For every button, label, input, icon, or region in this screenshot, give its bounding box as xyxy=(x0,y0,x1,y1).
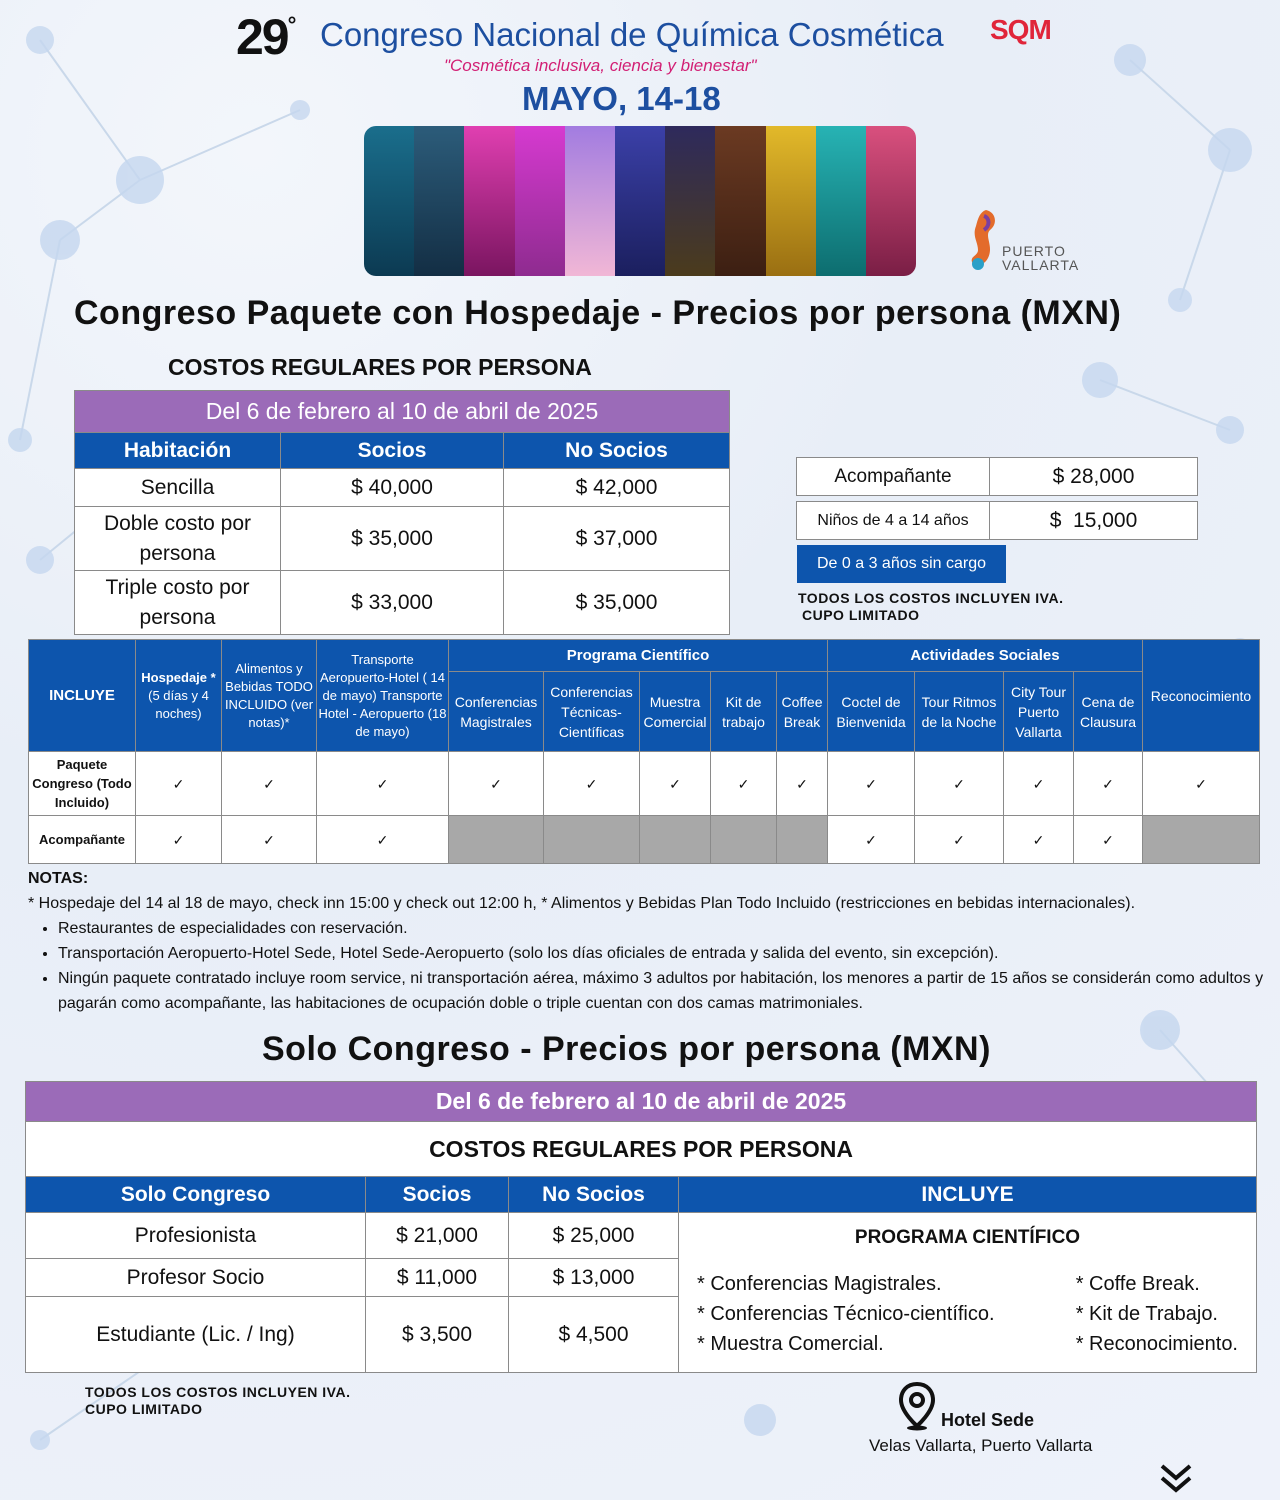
header-members: Socios xyxy=(366,1177,509,1213)
checkmark-icon: ✓ xyxy=(915,816,1004,864)
list-item: * Kit de Trabajo. xyxy=(1075,1303,1218,1325)
program-title: PROGRAMA CIENTÍFICO xyxy=(854,1227,1081,1248)
checkmark-icon: ✓ xyxy=(1004,816,1074,864)
congress-only-title: Solo Congreso - Precios por persona (MXN) xyxy=(262,1030,991,1068)
congress-title: Congreso Nacional de Química Cosmética xyxy=(320,16,944,53)
seahorse-icon xyxy=(966,206,1002,276)
list-item: • Restaurantes de especialidades con reservación. xyxy=(58,916,1268,941)
col-technical: Conferencias Técnicas-Científicas xyxy=(544,672,640,752)
congress-only-period: Del 6 de febrero al 10 de abril de 2025 xyxy=(26,1082,1257,1122)
checkmark-icon: ✓ xyxy=(222,816,317,864)
not-included-cell xyxy=(544,816,640,864)
checkmark-icon: ✓ xyxy=(1074,752,1143,816)
double-chevron-down-icon[interactable] xyxy=(1158,1462,1194,1494)
col-coffee: Coffee Break xyxy=(777,672,828,752)
table-row: Doble costo por persona $ 35,000 $ 37,000 xyxy=(75,507,730,571)
sqm-logo: SQM xyxy=(990,14,1051,45)
congress-only-period-table xyxy=(25,1081,1257,1177)
row-companion-label: Acompañante xyxy=(29,816,136,864)
checkmark-icon: ✓ xyxy=(449,752,544,816)
table-row: Sencilla $ 40,000 $ 42,000 xyxy=(75,469,730,507)
list-item: * Coffe Break. xyxy=(1075,1273,1200,1295)
checkmark-icon: ✓ xyxy=(317,816,449,864)
col-food: Alimentos y Bebidas TODO INCLUIDO (ver notas)* xyxy=(222,640,317,752)
checkmark-icon: ✓ xyxy=(640,752,711,816)
checkmark-icon: ✓ xyxy=(1004,752,1074,816)
checkmark-icon: ✓ xyxy=(1143,752,1260,816)
kids-price: $ 15,000 xyxy=(990,502,1198,540)
col-closing-dinner: Cena de Clausura xyxy=(1074,672,1143,752)
package-iva-note: TODOS LOS COSTOS INCLUYEN IVA. CUPO LIMITADO xyxy=(798,590,1064,623)
not-included-cell xyxy=(777,816,828,864)
header-members: Socios xyxy=(281,433,504,469)
notes-section xyxy=(28,866,1268,1016)
table-row: Profesor Socio $ 11,000 $ 13,000 xyxy=(26,1259,1257,1297)
checkmark-icon: ✓ xyxy=(711,752,777,816)
package-period: Del 6 de febrero al 10 de abril de 2025 xyxy=(75,391,730,433)
table-row: Profesionista $ 21,000 $ 25,000 PROGRAMA CIENTÍFICO * Conferencias Magistrales. * Conferencias Técnico-científico. * Muestra Comercial. * Coffe Break. * Kit de Trabajo. * Reconocimiento. xyxy=(26,1213,1257,1259)
not-included-cell xyxy=(711,816,777,864)
congress-only-subtitle: COSTOS REGULARES POR PERSONA xyxy=(26,1122,1257,1177)
list-item: * Muestra Comercial. xyxy=(697,1333,884,1355)
list-item: * Conferencias Técnico-científico. xyxy=(697,1303,995,1325)
col-transport: Transporte Aeropuerto-Hotel ( 14 de mayo) Transporte Hotel - Aeropuerto (18 de mayo) xyxy=(317,640,449,752)
edition-number: 29° xyxy=(236,9,295,65)
not-included-cell xyxy=(640,816,711,864)
venue-place: Velas Vallarta, Puerto Vallarta xyxy=(869,1436,1093,1455)
hero-faces-image xyxy=(364,126,916,276)
companion-price-table xyxy=(796,457,1198,496)
includes-table xyxy=(28,639,1260,864)
congress-includes-cell xyxy=(679,1213,1257,1373)
list-item: * Conferencias Magistrales. xyxy=(697,1273,942,1295)
header-includes: INCLUYE xyxy=(679,1177,1257,1213)
col-keynotes: Conferencias Magistrales xyxy=(449,672,544,752)
kids-price-table xyxy=(796,501,1198,540)
header-congress-type: Solo Congreso xyxy=(26,1177,366,1213)
list-item: • Transportación Aeropuerto-Hotel Sede, Hotel Sede-Aeropuerto (solo los días oficiales de entrada y salida del evento, sin excepción). xyxy=(58,941,1268,966)
notes-line: * Hospedaje del 14 al 18 de mayo, check inn 15:00 y check out 12:00 h, * Alimentos y Bebidas Plan Todo Incluido (restricciones en bebidas internacionales). xyxy=(28,895,1136,912)
package-price-table xyxy=(74,390,730,635)
not-included-cell xyxy=(1143,816,1260,864)
checkmark-icon: ✓ xyxy=(1074,816,1143,864)
col-night-tour: Tour Ritmos de la Noche xyxy=(915,672,1004,752)
list-item: • Ningún paquete contratado incluye room service, ni transportación aérea, máximo 3 adultos por habitación, los menores a partir de 15 años se considerán como adultos y pagarán como acompañante, las habitaciones de ocupación doble o triple cuentan con dos camas matrimoniales. xyxy=(58,966,1268,1016)
col-city-tour: City Tour Puerto Vallarta xyxy=(1004,672,1074,752)
table-row: Estudiante (Lic. / Ing) $ 3,500 $ 4,500 xyxy=(26,1297,1257,1373)
checkmark-icon: ✓ xyxy=(136,816,222,864)
companion-price: $ 28,000 xyxy=(990,458,1198,496)
checkmark-icon: ✓ xyxy=(828,816,915,864)
package-section-title: Congreso Paquete con Hospedaje - Precios por persona (MXN) xyxy=(74,294,1122,332)
congress-only-price-table xyxy=(25,1176,1257,1373)
congress-dates: MAYO, 14-18 xyxy=(522,80,721,117)
checkmark-icon: ✓ xyxy=(222,752,317,816)
includes-corner: INCLUYE xyxy=(29,640,136,752)
puerto-vallarta-logo: PUERTO VALLARTA xyxy=(966,206,1082,276)
table-row: Triple costo por persona $ 33,000 $ 35,000 xyxy=(75,571,730,635)
congress-iva-note: TODOS LOS COSTOS INCLUYEN IVA. CUPO LIMITADO xyxy=(85,1384,351,1417)
package-subtitle: COSTOS REGULARES POR PERSONA xyxy=(168,354,592,380)
col-lodging: Hospedaje * (5 días y 4 noches) xyxy=(136,640,222,752)
col-kit: Kit de trabajo xyxy=(711,672,777,752)
col-exhibit: Muestra Comercial xyxy=(640,672,711,752)
venue-label: Hotel Sede xyxy=(941,1410,1035,1430)
checkmark-icon: ✓ xyxy=(915,752,1004,816)
list-item: * Reconocimiento. xyxy=(1075,1333,1238,1355)
row-package-label: Paquete Congreso (Todo Incluido) xyxy=(29,752,136,816)
checkmark-icon: ✓ xyxy=(136,752,222,816)
table-row xyxy=(29,816,1260,864)
checkmark-icon: ✓ xyxy=(544,752,640,816)
header-room: Habitación xyxy=(75,433,281,469)
header-non-members: No Socios xyxy=(504,433,730,469)
companion-label: Acompañante xyxy=(797,458,990,496)
kids-label: Niños de 4 a 14 años xyxy=(797,502,990,540)
group-social: Actividades Sociales xyxy=(828,640,1143,672)
free-under-3-badge: De 0 a 3 años sin cargo xyxy=(797,545,1006,583)
col-cocktail: Coctel de Bienvenida xyxy=(828,672,915,752)
not-included-cell xyxy=(449,816,544,864)
location-pin-icon xyxy=(898,1382,936,1432)
table-row xyxy=(29,752,1260,816)
header-non-members: No Socios xyxy=(509,1177,679,1213)
checkmark-icon: ✓ xyxy=(828,752,915,816)
checkmark-icon: ✓ xyxy=(317,752,449,816)
notes-title: NOTAS: xyxy=(28,870,89,887)
col-recognition: Reconocimiento xyxy=(1143,640,1260,752)
group-science: Programa Científico xyxy=(449,640,828,672)
congress-tagline: "Cosmética inclusiva, ciencia y bienestar" xyxy=(444,56,757,75)
checkmark-icon: ✓ xyxy=(777,752,828,816)
